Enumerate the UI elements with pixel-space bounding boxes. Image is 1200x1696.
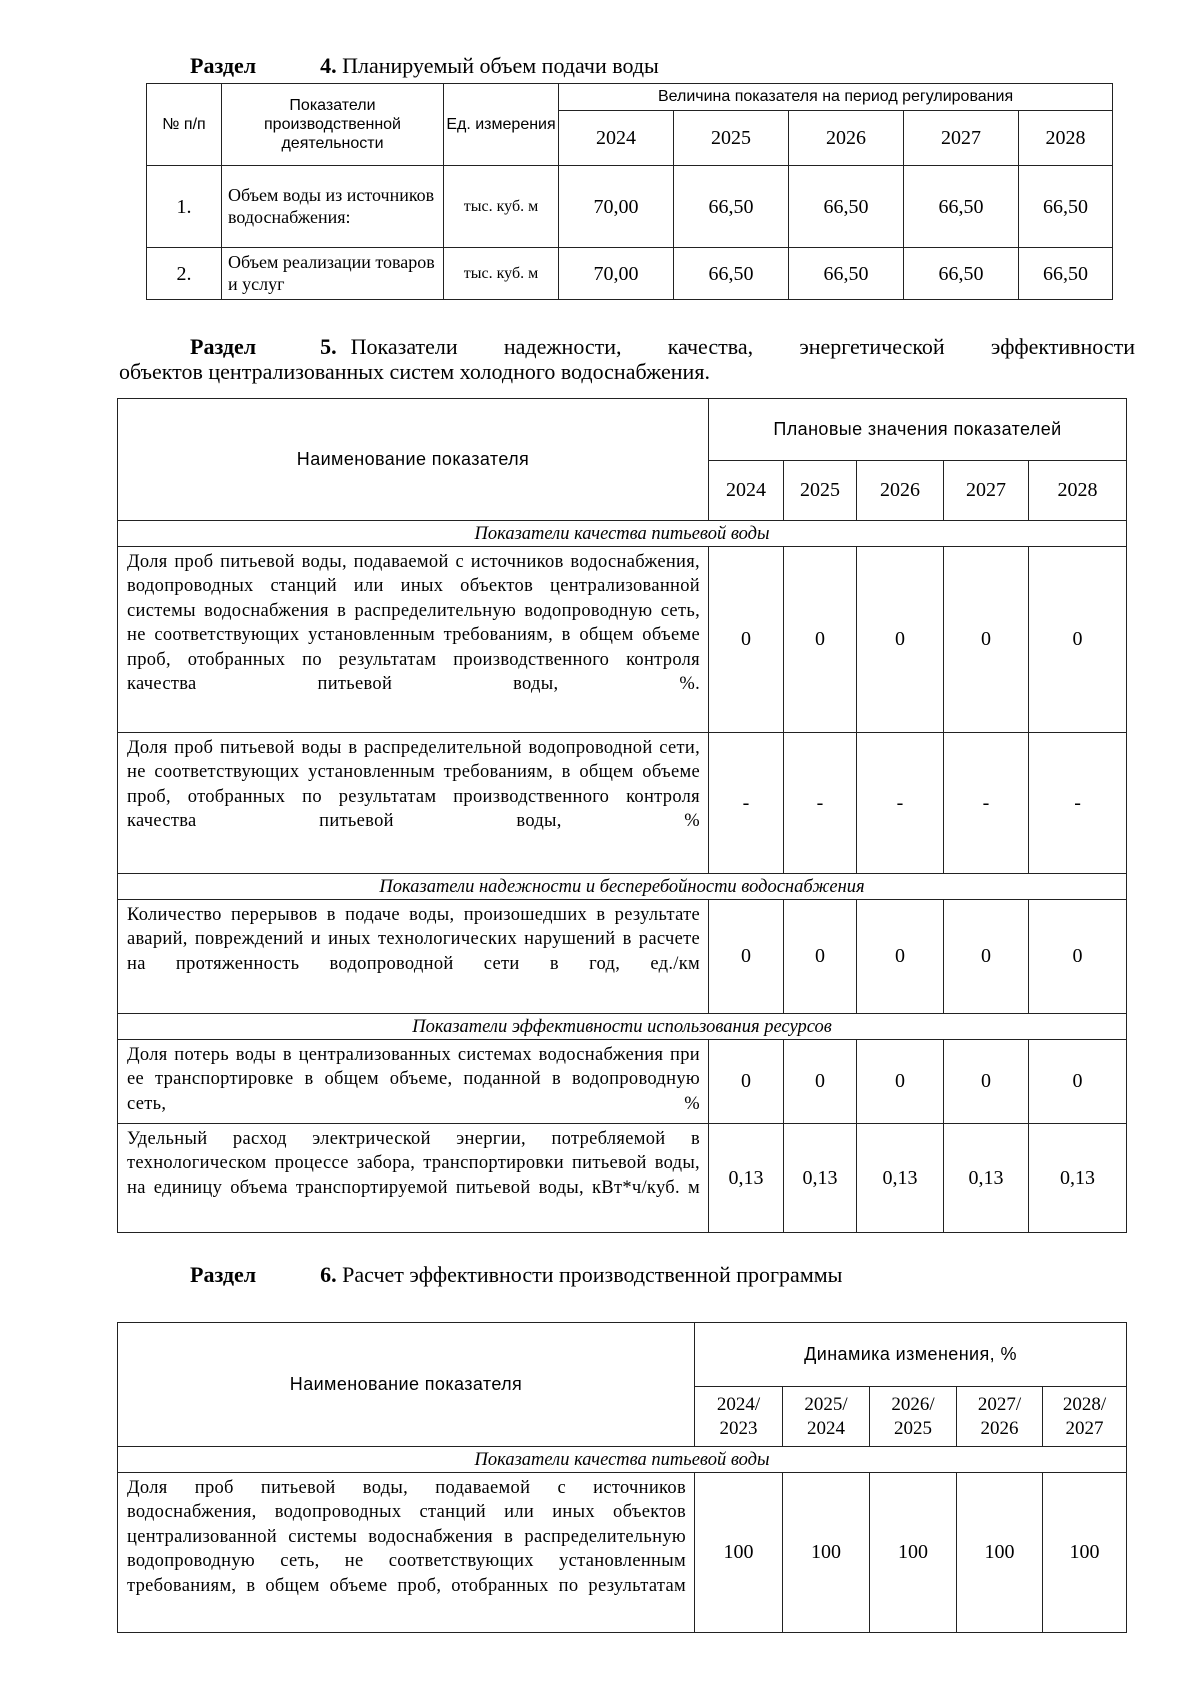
value-cell: 0	[784, 1040, 857, 1124]
value-cell: 100	[870, 1473, 957, 1633]
value-cell: 0	[944, 900, 1029, 1014]
header-name: Наименование показателя	[118, 399, 709, 521]
section-4-number: 4.	[320, 53, 337, 78]
value-cell: 100	[783, 1473, 870, 1633]
value-cell: 0,13	[1029, 1124, 1127, 1233]
table-row	[118, 1124, 1127, 1233]
value-cell: 66,50	[1019, 166, 1113, 248]
value-cell: 0	[784, 547, 857, 733]
section-5-heading: Показатели надежности, качества, энергетической эффективности	[350, 334, 1135, 359]
section-5-word: Раздел	[190, 334, 257, 359]
section-4-word: Раздел	[190, 53, 257, 78]
indicator-description: Доля проб питьевой воды в распределительной водопроводной сети, не соответствующих установленным требованиям, в общем объеме проб, отобранных по результатам производственного контроля качества питьевой воды, %	[118, 733, 709, 874]
category-reliability: Показатели надежности и бесперебойности водоснабжения	[118, 874, 1127, 900]
header-num: № п/п	[147, 84, 222, 166]
indicator-description: Доля проб питьевой воды, подаваемой с источников водоснабжения, водопроводных станций или иных объектов централизованной системы водоснабжения в распределительную водопроводную сеть, не соответствующих установленным требованиям, в общем объеме проб, отобранных по результатам	[118, 1473, 695, 1633]
period-header: 2024/ 2023	[695, 1387, 783, 1447]
value-cell: 0	[857, 547, 944, 733]
table-row	[147, 248, 1113, 300]
value-cell: 66,50	[789, 166, 904, 248]
year-header: 2024	[709, 461, 784, 521]
table-row	[118, 1040, 1127, 1124]
category-efficiency: Показатели эффективности использования ресурсов	[118, 1014, 1127, 1040]
category-quality: Показатели качества питьевой воды	[118, 521, 1127, 547]
value-cell: 0	[944, 547, 1029, 733]
indicator-description: Удельный расход электрической энергии, потребляемой в технологическом процессе забора, транспортировки питьевой воды, на единицу объема транспортируемой питьевой воды, кВт*ч/куб. м	[118, 1124, 709, 1233]
year-header: 2028	[1019, 111, 1113, 166]
value-cell: 100	[695, 1473, 783, 1633]
value-cell: 66,50	[674, 248, 789, 300]
indicator-description: Доля проб питьевой воды, подаваемой с источников водоснабжения, водопроводных станций или иных объектов централизованной системы водоснабжения в распределительную водопроводную сеть, не соответствующих установленным требованиям, в общем объеме проб, отобранных по результатам производственного контроля качества питьевой воды, %.	[118, 547, 709, 733]
table-row	[147, 166, 1113, 248]
value-cell: 0,13	[784, 1124, 857, 1233]
value-cell: 66,50	[904, 166, 1019, 248]
value-cell: -	[857, 733, 944, 874]
header-dynamics: Динамика изменения, %	[695, 1323, 1127, 1387]
value-cell: 100	[1043, 1473, 1127, 1633]
year-header: 2028	[1029, 461, 1127, 521]
value-cell: 66,50	[674, 166, 789, 248]
value-cell: 100	[957, 1473, 1043, 1633]
year-header: 2026	[857, 461, 944, 521]
header-name: Наименование показателя	[118, 1323, 695, 1447]
section-6-heading: Расчет эффективности производственной программы	[342, 1262, 843, 1287]
header-period: Величина показателя на период регулирования	[559, 84, 1113, 111]
year-header: 2027	[944, 461, 1029, 521]
row-indicator: Объем воды из источников водоснабжения:	[222, 166, 444, 248]
period-header: 2028/ 2027	[1043, 1387, 1127, 1447]
value-cell: 0	[1029, 547, 1127, 733]
value-cell: 66,50	[1019, 248, 1113, 300]
section-6-number: 6.	[320, 1262, 337, 1287]
table-row	[118, 547, 1127, 733]
value-cell: 0	[1029, 1040, 1127, 1124]
row-num: 2.	[147, 248, 222, 300]
reliability-indicators-table	[117, 398, 1127, 1233]
year-header: 2027	[904, 111, 1019, 166]
section-6-title	[190, 1262, 842, 1287]
value-cell: 0,13	[944, 1124, 1029, 1233]
value-cell: 0	[709, 900, 784, 1014]
value-cell: 0	[709, 1040, 784, 1124]
category-quality: Показатели качества питьевой воды	[118, 1447, 1127, 1473]
period-header: 2026/ 2025	[870, 1387, 957, 1447]
table-row	[118, 733, 1127, 874]
value-cell: 0,13	[857, 1124, 944, 1233]
value-cell: 0	[857, 900, 944, 1014]
section-5-heading-line2: объектов централизованных систем холодного водоснабжения.	[119, 359, 710, 385]
table-row	[118, 900, 1127, 1014]
value-cell: 0,13	[709, 1124, 784, 1233]
section-6-word: Раздел	[190, 1262, 257, 1287]
header-indicator: Показатели производственной деятельности	[222, 84, 444, 166]
value-cell: -	[784, 733, 857, 874]
header-plan: Плановые значения показателей	[709, 399, 1127, 461]
section-5-title	[119, 334, 1135, 385]
year-header: 2026	[789, 111, 904, 166]
section-5-number: 5.	[320, 334, 337, 359]
year-header: 2025	[674, 111, 789, 166]
indicator-description: Количество перерывов в подаче воды, произошедших в результате аварий, повреждений и иных технологических нарушений в расчете на протяженность водопроводной сети в год, ед./км	[118, 900, 709, 1014]
year-header: 2024	[559, 111, 674, 166]
value-cell: 0	[857, 1040, 944, 1124]
year-header: 2025	[784, 461, 857, 521]
value-cell: 0	[1029, 900, 1127, 1014]
value-cell: 0	[944, 1040, 1029, 1124]
table-row	[118, 1473, 1127, 1633]
value-cell: -	[944, 733, 1029, 874]
row-unit: тыс. куб. м	[444, 248, 559, 300]
value-cell: 66,50	[904, 248, 1019, 300]
value-cell: 70,00	[559, 166, 674, 248]
program-efficiency-table	[117, 1322, 1127, 1633]
period-header: 2025/ 2024	[783, 1387, 870, 1447]
value-cell: 66,50	[789, 248, 904, 300]
value-cell: 0	[709, 547, 784, 733]
value-cell: -	[1029, 733, 1127, 874]
period-header: 2027/ 2026	[957, 1387, 1043, 1447]
row-num: 1.	[147, 166, 222, 248]
row-indicator: Объем реализации товаров и услуг	[222, 248, 444, 300]
header-unit: Ед. измерения	[444, 84, 559, 166]
section-4-heading: Планируемый объем подачи воды	[342, 53, 659, 78]
water-supply-volume-table	[146, 83, 1113, 300]
value-cell: 0	[784, 900, 857, 1014]
value-cell: 70,00	[559, 248, 674, 300]
row-unit: тыс. куб. м	[444, 166, 559, 248]
value-cell: -	[709, 733, 784, 874]
indicator-description: Доля потерь воды в централизованных системах водоснабжения при ее транспортировке в общем объеме, поданной в водопроводную сеть, %	[118, 1040, 709, 1124]
section-4-title	[190, 53, 659, 78]
